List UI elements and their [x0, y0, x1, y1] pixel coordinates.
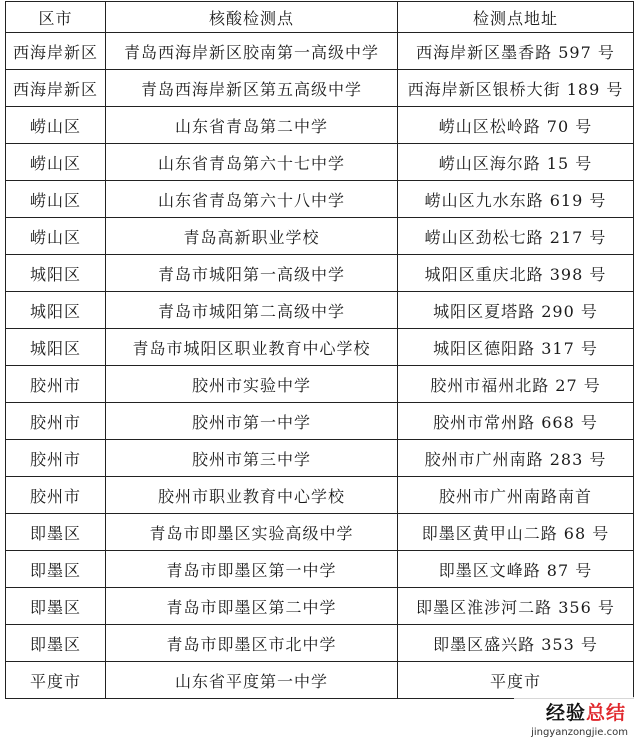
- cell-district: 城阳区: [6, 329, 106, 366]
- table-row: [6, 625, 634, 662]
- cell-test-site: 胶州市职业教育中心学校: [106, 477, 398, 514]
- cell-test-site: 胶州市第三中学: [106, 440, 398, 477]
- table-row: [6, 551, 634, 588]
- cell-test-site: 山东省青岛第二中学: [106, 107, 398, 144]
- watermark-title: 经验总结: [545, 702, 626, 724]
- table-row: [6, 292, 634, 329]
- cell-district: 崂山区: [6, 107, 106, 144]
- cell-district: 胶州市: [6, 477, 106, 514]
- cell-district: 即墨区: [6, 588, 106, 625]
- cell-district: 西海岸新区: [6, 33, 106, 70]
- cell-address: 即墨区盛兴路 353 号: [398, 625, 634, 662]
- cell-district: 胶州市: [6, 403, 106, 440]
- cell-test-site: 青岛市即墨区第二中学: [106, 588, 398, 625]
- cell-test-site: 山东省青岛第六十七中学: [106, 144, 398, 181]
- cell-test-site: 青岛西海岸新区胶南第一高级中学: [106, 33, 398, 70]
- cell-test-site: 青岛市即墨区第一中学: [106, 551, 398, 588]
- table-row: [6, 440, 634, 477]
- cell-address: 胶州市常州路 668 号: [398, 403, 634, 440]
- cell-address: 城阳区夏塔路 290 号: [398, 292, 634, 329]
- cell-test-site: 青岛市即墨区实验高级中学: [106, 514, 398, 551]
- cell-district: 平度市: [6, 662, 106, 699]
- cell-address: 即墨区文峰路 87 号: [398, 551, 634, 588]
- table-row: [6, 662, 634, 699]
- header-address: 检测点地址: [398, 2, 634, 33]
- cell-district: 崂山区: [6, 181, 106, 218]
- cell-test-site: 青岛市即墨区市北中学: [106, 625, 398, 662]
- cell-address: 胶州市广州南路 283 号: [398, 440, 634, 477]
- cell-address: 崂山区劲松七路 217 号: [398, 218, 634, 255]
- cell-address: 即墨区淮涉河二路 356 号: [398, 588, 634, 625]
- cell-test-site: 青岛高新职业学校: [106, 218, 398, 255]
- cell-address: 平度市: [398, 662, 634, 699]
- test-site-table: [5, 1, 634, 699]
- cell-test-site: 山东省平度第一中学: [106, 662, 398, 699]
- cell-test-site: 胶州市第一中学: [106, 403, 398, 440]
- table-row: [6, 403, 634, 440]
- table-row: [6, 218, 634, 255]
- cell-district: 崂山区: [6, 218, 106, 255]
- cell-test-site: 青岛市城阳区职业教育中心学校: [106, 329, 398, 366]
- cell-address: 胶州市福州北路 27 号: [398, 366, 634, 403]
- cell-district: 崂山区: [6, 144, 106, 181]
- table-row: [6, 514, 634, 551]
- table-row: [6, 255, 634, 292]
- cell-address: 崂山区海尔路 15 号: [398, 144, 634, 181]
- table-row: [6, 181, 634, 218]
- table-row: [6, 329, 634, 366]
- header-district: 区市: [6, 2, 106, 33]
- cell-address: 胶州市广州南路南首: [398, 477, 634, 514]
- table-row: [6, 366, 634, 403]
- cell-district: 即墨区: [6, 514, 106, 551]
- cell-district: 城阳区: [6, 292, 106, 329]
- cell-test-site: 青岛西海岸新区第五高级中学: [106, 70, 398, 107]
- cell-address: 即墨区黄甲山二路 68 号: [398, 514, 634, 551]
- cell-test-site: 青岛市城阳第一高级中学: [106, 255, 398, 292]
- table-row: [6, 70, 634, 107]
- watermark: [514, 697, 634, 741]
- table-header-row: [6, 2, 634, 33]
- cell-district: 胶州市: [6, 440, 106, 477]
- cell-test-site: 青岛市城阳第二高级中学: [106, 292, 398, 329]
- cell-address: 西海岸新区墨香路 597 号: [398, 33, 634, 70]
- cell-district: 即墨区: [6, 551, 106, 588]
- cell-district: 即墨区: [6, 625, 106, 662]
- table-row: [6, 588, 634, 625]
- cell-address: 西海岸新区银桥大街 189 号: [398, 70, 634, 107]
- cell-test-site: 胶州市实验中学: [106, 366, 398, 403]
- cell-district: 西海岸新区: [6, 70, 106, 107]
- watermark-url: jingyanzongjie.com: [531, 727, 628, 738]
- cell-test-site: 山东省青岛第六十八中学: [106, 181, 398, 218]
- cell-address: 城阳区重庆北路 398 号: [398, 255, 634, 292]
- table-row: [6, 144, 634, 181]
- table-row: [6, 477, 634, 514]
- cell-district: 胶州市: [6, 366, 106, 403]
- cell-district: 城阳区: [6, 255, 106, 292]
- table-row: [6, 33, 634, 70]
- cell-address: 城阳区德阳路 317 号: [398, 329, 634, 366]
- cell-address: 崂山区九水东路 619 号: [398, 181, 634, 218]
- header-test-site: 核酸检测点: [106, 2, 398, 33]
- table-row: [6, 107, 634, 144]
- cell-address: 崂山区松岭路 70 号: [398, 107, 634, 144]
